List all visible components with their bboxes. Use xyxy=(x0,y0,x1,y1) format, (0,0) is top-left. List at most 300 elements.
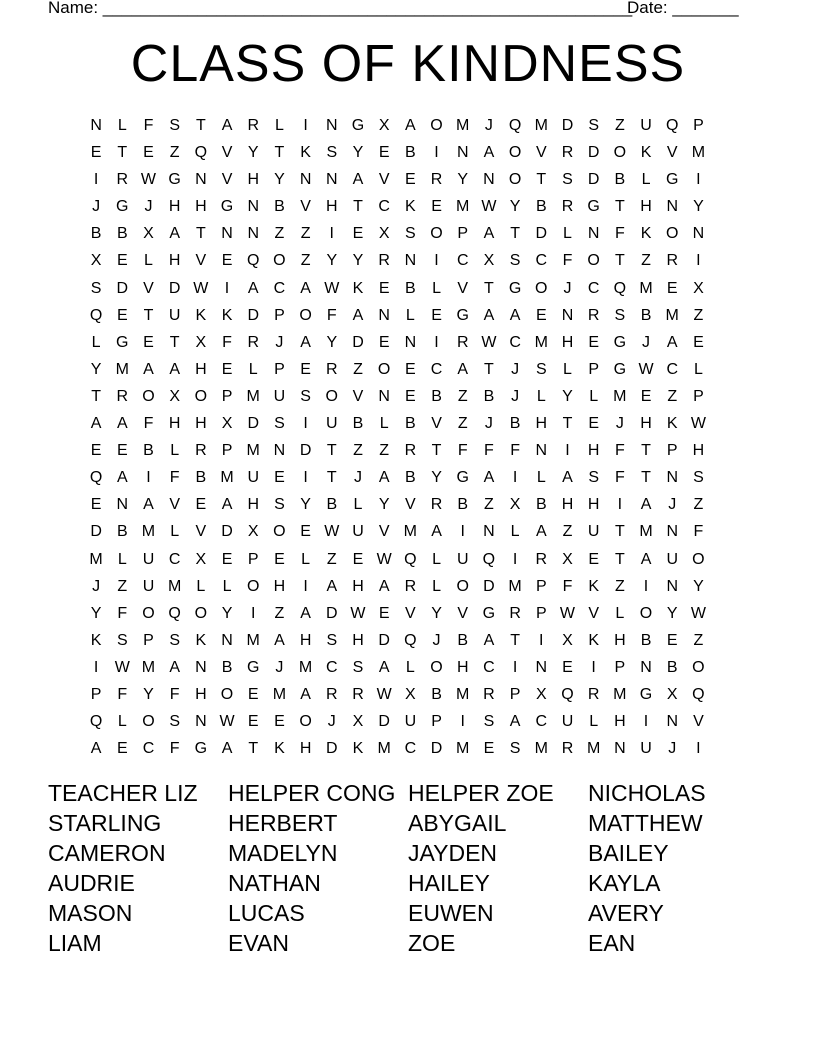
grid-letter: B xyxy=(431,685,442,703)
grid-letter: B xyxy=(640,631,652,649)
grid-letter: Q xyxy=(561,685,574,703)
grid-letter: P xyxy=(221,442,233,460)
page-title: CLASS OF KINDNESS xyxy=(130,35,686,93)
grid-letter: J xyxy=(511,360,520,378)
grid-letter: G xyxy=(613,333,627,351)
grid-letter: D xyxy=(221,523,233,541)
grid-letter: D xyxy=(116,279,129,297)
grid-letter: X xyxy=(221,415,233,433)
grid-letter: Q xyxy=(508,117,522,134)
grid-letter: F xyxy=(143,117,154,134)
grid-letter: S xyxy=(169,713,180,731)
word-list-item: TEACHER LIZ xyxy=(48,780,198,806)
grid-letter: C xyxy=(587,279,600,297)
word-list-item: AUDRIE xyxy=(48,870,135,896)
grid-letter: G xyxy=(194,740,208,758)
grid-letter: K xyxy=(640,144,652,162)
grid-letter: G xyxy=(639,685,653,703)
grid-letter: R xyxy=(247,333,259,351)
grid-letter: Q xyxy=(89,469,103,487)
grid-letter: K xyxy=(90,631,102,649)
grid-letter: F xyxy=(614,442,625,460)
grid-letter: D xyxy=(535,225,548,243)
grid-letter: M xyxy=(220,469,234,487)
grid-letter: X xyxy=(666,685,678,703)
grid-letter: S xyxy=(90,279,102,297)
grid-letter: O xyxy=(692,658,705,676)
grid-letter: F xyxy=(169,469,180,487)
grid-letter: G xyxy=(220,198,234,216)
grid-letter: G xyxy=(116,198,129,216)
grid-letter: M xyxy=(246,442,260,460)
grid-letter: M xyxy=(115,360,129,378)
grid-letter: S xyxy=(169,117,180,134)
grid-letter: O xyxy=(377,360,391,378)
grid-letter: K xyxy=(666,415,678,433)
word-list-item: STARLING xyxy=(48,810,162,836)
grid-letter: S xyxy=(169,631,180,649)
grid-letter: N xyxy=(378,387,390,405)
grid-letter: F xyxy=(562,252,573,270)
word-list-item: EVAN xyxy=(228,930,289,956)
grid-letter: H xyxy=(640,415,652,433)
grid-letter: H xyxy=(561,496,574,514)
grid-letter: Z xyxy=(457,387,468,405)
grid-letter: Y xyxy=(666,604,678,622)
grid-letter: Q xyxy=(89,713,103,731)
grid-letter: P xyxy=(588,360,599,378)
grid-letter: E xyxy=(274,713,285,731)
grid-letter: A xyxy=(169,658,180,676)
grid-letter: A xyxy=(666,333,678,351)
grid-letter: R xyxy=(587,685,600,703)
grid-letter: X xyxy=(195,333,207,351)
grid-letter: H xyxy=(247,496,259,514)
grid-letter: A xyxy=(535,523,547,541)
grid-letter: L xyxy=(196,577,206,595)
grid-letter: E xyxy=(588,550,599,568)
grid-letter: L xyxy=(432,279,441,297)
grid-letter: E xyxy=(588,333,599,351)
grid-letter: E xyxy=(143,333,154,351)
grid-letter: E xyxy=(143,144,154,162)
grid-letter: N xyxy=(221,225,233,243)
grid-letter: S xyxy=(352,658,364,676)
grid-letter: V xyxy=(143,279,154,297)
grid-letter: T xyxy=(510,225,520,243)
grid-letter: A xyxy=(143,496,154,514)
grid-letter: X xyxy=(483,252,495,270)
grid-letter: F xyxy=(326,306,337,324)
grid-letter: F xyxy=(169,685,180,703)
grid-letter: Z xyxy=(693,631,704,649)
grid-letter: F xyxy=(562,577,573,595)
grid-letter: N xyxy=(90,117,102,134)
grid-letter: R xyxy=(116,171,129,189)
grid-letter: I xyxy=(146,469,151,487)
grid-letter: Z xyxy=(614,117,625,134)
grid-letter: O xyxy=(508,144,522,162)
grid-letter: A xyxy=(274,631,285,649)
grid-letter: C xyxy=(509,333,521,351)
grid-letter: U xyxy=(247,469,259,487)
letter-grid xyxy=(83,112,712,762)
grid-letter: B xyxy=(116,225,128,243)
grid-letter: I xyxy=(303,577,308,595)
grid-letter: Z xyxy=(169,144,180,162)
word-list-item: EUWEN xyxy=(408,900,494,926)
grid-letter: V xyxy=(431,415,442,433)
grid-letter: W xyxy=(193,279,209,297)
grid-letter: X xyxy=(562,631,573,649)
grid-letter: K xyxy=(195,306,207,324)
grid-letter: T xyxy=(510,631,520,649)
grid-letter: K xyxy=(352,279,364,297)
grid-letter: S xyxy=(509,740,521,758)
grid-letter: B xyxy=(405,469,416,487)
grid-letter: P xyxy=(221,387,233,405)
grid-letter: H xyxy=(561,333,574,351)
grid-letter: T xyxy=(353,198,363,216)
grid-letter: T xyxy=(484,360,494,378)
grid-letter: Q xyxy=(482,550,496,568)
word-list-item: HERBERT xyxy=(228,810,338,836)
grid-letter: N xyxy=(195,713,207,731)
grid-letter: Y xyxy=(457,171,469,189)
grid-letter: K xyxy=(300,144,311,162)
grid-letter: L xyxy=(432,550,441,568)
grid-letter: X xyxy=(247,523,259,541)
grid-letter: O xyxy=(273,252,286,270)
grid-letter: S xyxy=(535,360,547,378)
grid-letter: R xyxy=(195,442,207,460)
grid-letter: B xyxy=(666,658,678,676)
grid-letter: N xyxy=(378,306,390,324)
grid-letter: Y xyxy=(90,604,102,622)
grid-letter: I xyxy=(539,631,544,649)
date-field-label: Date: _______ xyxy=(627,0,739,17)
grid-letter: B xyxy=(640,306,652,324)
grid-letter: L xyxy=(301,550,311,568)
word-list-item: JAYDEN xyxy=(408,840,498,866)
grid-letter: Z xyxy=(274,604,285,622)
grid-letter: Q xyxy=(665,117,679,134)
grid-letter: T xyxy=(536,171,547,189)
grid-letter: E xyxy=(221,550,233,568)
grid-letter: I xyxy=(696,171,701,189)
grid-letter: Y xyxy=(274,171,285,189)
grid-letter: U xyxy=(404,713,417,731)
grid-letter: M xyxy=(246,631,260,649)
grid-letter: L xyxy=(117,550,127,568)
grid-letter: E xyxy=(90,442,102,460)
grid-letter: A xyxy=(247,279,259,297)
grid-letter: N xyxy=(666,198,678,216)
grid-letter: W xyxy=(559,604,576,622)
grid-letter: I xyxy=(93,658,99,676)
grid-letter: I xyxy=(303,469,308,487)
grid-letter: J xyxy=(144,198,153,216)
grid-letter: E xyxy=(90,144,102,162)
grid-letter: O xyxy=(220,685,234,703)
word-list-item: ABYGAIL xyxy=(408,810,507,836)
grid-letter: O xyxy=(194,604,208,622)
grid-letter: N xyxy=(195,171,207,189)
grid-letter: V xyxy=(666,144,678,162)
word-list-item: NATHAN xyxy=(228,870,321,896)
grid-letter: G xyxy=(116,333,129,351)
grid-letter: T xyxy=(195,225,206,243)
grid-letter: S xyxy=(405,225,416,243)
grid-letter: B xyxy=(535,496,547,514)
grid-letter: E xyxy=(116,252,128,270)
grid-letter: O xyxy=(142,387,155,405)
grid-letter: L xyxy=(353,496,363,514)
grid-letter: A xyxy=(509,713,521,731)
grid-letter: T xyxy=(91,387,101,405)
grid-letter: N xyxy=(666,469,678,487)
grid-letter: R xyxy=(352,685,364,703)
grid-letter: R xyxy=(430,496,443,514)
grid-letter: M xyxy=(586,740,601,758)
grid-letter: H xyxy=(168,198,181,216)
grid-letter: O xyxy=(430,117,443,134)
grid-letter: Z xyxy=(300,225,311,243)
grid-letter: Q xyxy=(89,306,103,324)
grid-letter: I xyxy=(696,252,701,270)
grid-letter: W xyxy=(638,360,654,378)
grid-letter: S xyxy=(693,469,704,487)
grid-letter: Y xyxy=(431,604,442,622)
grid-letter: Z xyxy=(326,550,337,568)
grid-letter: D xyxy=(326,604,338,622)
grid-letter: V xyxy=(693,713,704,731)
grid-letter: M xyxy=(613,387,627,405)
grid-letter: J xyxy=(275,333,284,351)
grid-letter: Q xyxy=(404,550,417,568)
grid-letter: P xyxy=(666,442,678,460)
grid-letter: X xyxy=(562,550,573,568)
grid-letter: Q xyxy=(404,631,417,649)
grid-letter: U xyxy=(666,550,678,568)
grid-letter: B xyxy=(405,415,416,433)
grid-letter: F xyxy=(169,740,180,758)
grid-letter: F xyxy=(510,442,520,460)
grid-letter: J xyxy=(432,631,441,649)
grid-letter: A xyxy=(300,333,311,351)
grid-letter: Z xyxy=(353,442,363,460)
grid-letter: A xyxy=(378,658,390,676)
grid-letter: L xyxy=(117,713,127,731)
grid-letter: E xyxy=(116,306,128,324)
grid-letter: K xyxy=(195,631,207,649)
grid-letter: X xyxy=(535,685,547,703)
grid-letter: M xyxy=(298,658,313,676)
grid-letter: V xyxy=(588,604,599,622)
grid-letter: I xyxy=(434,333,439,351)
grid-letter: M xyxy=(456,685,470,703)
grid-letter: B xyxy=(352,415,364,433)
grid-letter: Q xyxy=(246,252,260,270)
grid-letter: E xyxy=(274,469,285,487)
grid-letter: F xyxy=(117,604,128,622)
word-list-item: MADELYN xyxy=(228,840,338,866)
grid-letter: L xyxy=(589,387,599,405)
grid-letter: V xyxy=(405,604,416,622)
grid-letter: E xyxy=(405,387,416,405)
grid-letter: W xyxy=(690,415,706,433)
grid-letter: W xyxy=(481,198,497,216)
grid-letter: J xyxy=(327,713,336,731)
grid-letter: A xyxy=(143,360,154,378)
grid-letter: Z xyxy=(300,252,311,270)
grid-letter: Y xyxy=(378,496,390,514)
grid-letter: E xyxy=(352,225,364,243)
grid-letter: G xyxy=(665,171,679,189)
grid-letter: M xyxy=(691,144,706,162)
word-list xyxy=(48,778,768,958)
grid-letter: O xyxy=(273,523,286,541)
grid-letter: Y xyxy=(90,360,102,378)
grid-letter: A xyxy=(640,496,652,514)
grid-letter: I xyxy=(617,496,623,514)
grid-letter: Y xyxy=(562,387,573,405)
grid-letter: M xyxy=(456,740,470,758)
grid-letter: I xyxy=(565,442,570,460)
grid-letter: L xyxy=(563,225,572,243)
grid-letter: T xyxy=(195,117,206,134)
grid-letter: L xyxy=(274,117,284,134)
grid-letter: A xyxy=(431,523,442,541)
grid-letter: N xyxy=(326,171,338,189)
grid-letter: N xyxy=(299,171,312,189)
grid-letter: Z xyxy=(614,577,625,595)
grid-letter: X xyxy=(195,550,207,568)
grid-letter: E xyxy=(588,415,599,433)
grid-letter: E xyxy=(90,496,102,514)
grid-letter: I xyxy=(303,415,308,433)
grid-letter: E xyxy=(535,306,547,324)
grid-letter: H xyxy=(456,658,469,676)
grid-letter: S xyxy=(326,631,338,649)
grid-letter: N xyxy=(221,631,233,649)
grid-letter: P xyxy=(143,631,154,649)
grid-letter: J xyxy=(484,415,493,433)
grid-letter: R xyxy=(404,577,417,595)
grid-letter: S xyxy=(588,117,599,134)
grid-letter: N xyxy=(483,171,495,189)
grid-letter: S xyxy=(300,387,311,405)
grid-letter: E xyxy=(431,306,442,324)
grid-letter: M xyxy=(403,523,417,541)
grid-letter: B xyxy=(405,279,416,297)
grid-letter: N xyxy=(535,442,548,460)
grid-letter: J xyxy=(92,198,101,216)
grid-letter: L xyxy=(379,415,389,433)
grid-letter: J xyxy=(92,577,101,595)
grid-letter: D xyxy=(168,279,181,297)
grid-letter: N xyxy=(116,496,129,514)
grid-letter: H xyxy=(535,415,548,433)
grid-letter: A xyxy=(483,225,495,243)
grid-letter: W xyxy=(140,171,157,189)
grid-letter: B xyxy=(509,415,521,433)
grid-letter: J xyxy=(511,387,520,405)
grid-letter: A xyxy=(378,469,390,487)
grid-letter: N xyxy=(404,333,417,351)
grid-letter: I xyxy=(643,713,649,731)
grid-letter: X xyxy=(693,279,704,297)
grid-letter: S xyxy=(274,415,285,433)
grid-letter: V xyxy=(169,496,180,514)
grid-letter: Z xyxy=(274,225,285,243)
grid-letter: Z xyxy=(379,442,390,460)
grid-letter: X xyxy=(169,387,180,405)
grid-letter: N xyxy=(247,198,259,216)
grid-letter: D xyxy=(378,713,390,731)
word-list-item: EAN xyxy=(588,930,636,956)
grid-letter: N xyxy=(456,144,469,162)
grid-letter: S xyxy=(116,631,128,649)
grid-letter: D xyxy=(587,171,600,189)
grid-letter: E xyxy=(221,252,233,270)
grid-letter: M xyxy=(141,658,156,676)
grid-letter: E xyxy=(378,333,390,351)
grid-letter: O xyxy=(613,144,627,162)
grid-letter: C xyxy=(326,658,338,676)
grid-letter: A xyxy=(116,415,128,433)
grid-letter: U xyxy=(456,550,469,568)
grid-letter: A xyxy=(640,550,652,568)
grid-letter: T xyxy=(614,252,625,270)
grid-letter: M xyxy=(89,550,103,568)
grid-letter: U xyxy=(640,740,652,758)
grid-letter: D xyxy=(483,577,495,595)
grid-letter: H xyxy=(587,442,600,460)
grid-letter: O xyxy=(430,225,443,243)
grid-letter: R xyxy=(561,740,574,758)
grid-letter: M xyxy=(639,279,653,297)
grid-letter: N xyxy=(614,740,626,758)
grid-letter: W xyxy=(376,685,392,703)
grid-letter: U xyxy=(587,523,600,541)
grid-letter: T xyxy=(117,144,128,162)
grid-letter: D xyxy=(352,333,364,351)
grid-letter: E xyxy=(247,685,259,703)
grid-letter: N xyxy=(535,658,548,676)
grid-letter: E xyxy=(640,387,652,405)
word-list-item: KAYLA xyxy=(588,870,661,896)
grid-letter: D xyxy=(326,740,338,758)
grid-letter: F xyxy=(222,333,232,351)
grid-letter: H xyxy=(326,198,338,216)
grid-letter: A xyxy=(221,740,233,758)
grid-letter: I xyxy=(460,523,465,541)
grid-letter: M xyxy=(246,387,260,405)
grid-letter: A xyxy=(300,279,311,297)
grid-letter: F xyxy=(117,685,128,703)
grid-letter: K xyxy=(640,225,652,243)
grid-letter: T xyxy=(562,415,573,433)
grid-letter: G xyxy=(508,279,522,297)
grid-letter: A xyxy=(169,360,180,378)
grid-letter: M xyxy=(613,685,627,703)
grid-letter: H xyxy=(299,740,312,758)
grid-letter: A xyxy=(483,144,495,162)
grid-letter: G xyxy=(456,469,469,487)
grid-letter: L xyxy=(405,658,415,676)
grid-letter: R xyxy=(326,685,338,703)
